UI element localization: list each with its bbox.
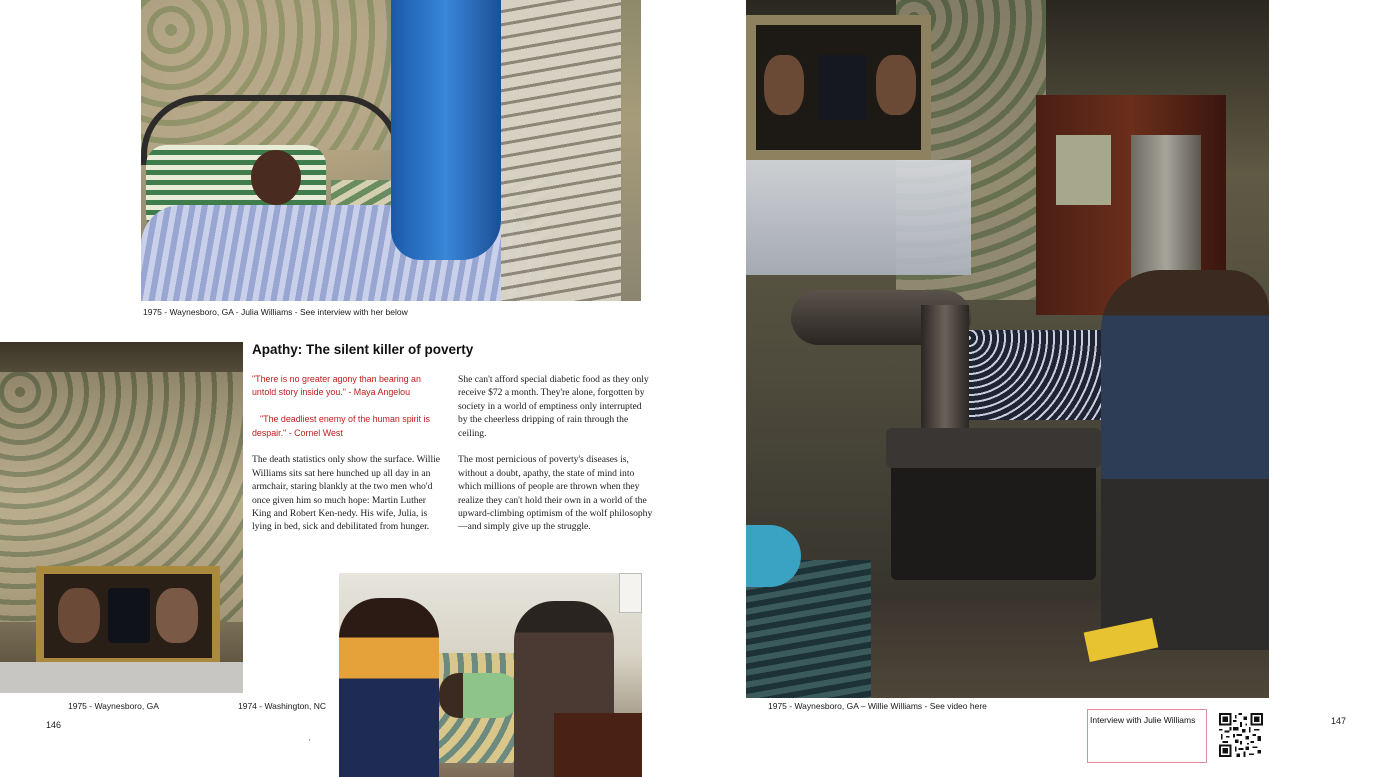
quote-cornel-west: "The deadliest enemy of the human spirit is despair." - Cornel West xyxy=(252,414,430,438)
article-column-left xyxy=(252,373,447,534)
photo-willie-williams-stove xyxy=(746,0,1269,698)
caption-group-photo: 1974 - Washington, NC xyxy=(238,701,327,711)
paragraph-death-statistics: The death statistics only show the surface. Willie Williams sits sat here hunched up all day in an armchair, staring blankly at the two men who'd once given him so much hope: Martin Luther King and Robert Ken-nedy. His wife, Julia, is lying in bed, sick and debilitated from hunger. xyxy=(252,454,441,533)
photo-julia-williams-in-bed xyxy=(141,0,641,301)
interview-link-label[interactable]: Interview with Julie Williams xyxy=(1090,715,1196,725)
interview-link-box[interactable] xyxy=(1087,709,1207,763)
article-column-right xyxy=(458,373,653,534)
quote-maya-angelou: "There is no greater agony than bearing an untold story inside you." - Maya Angelou xyxy=(252,374,421,398)
page-number-right: 147 xyxy=(1331,716,1347,726)
caption-willie-photo: 1975 - Waynesboro, GA – Willie Williams - See video here xyxy=(768,701,987,711)
article-title: Apathy: The silent killer of poverty xyxy=(252,342,474,357)
page-number-left: 146 xyxy=(46,720,62,730)
photo-washington-nc-group xyxy=(339,573,642,777)
caption-wall-photo: 1975 - Waynesboro, GA xyxy=(68,701,159,711)
caption-julia-photo: 1975 - Waynesboro, GA - Julia Williams - See interview with her below xyxy=(143,307,408,317)
qr-code-icon[interactable] xyxy=(1219,713,1263,757)
paragraph-apathy: The most pernicious of poverty's diseases is, without a doubt, apathy, the state of mind into which millions of people are thrown when they realize they can't hold their own in a world of the upward-climbing optimism of the wolf philosophy—and simply give up the struggle. xyxy=(458,454,653,533)
paragraph-diabetic-food: She can't afford special diabetic food as they only receive $72 a month. They're alone, forgotten by society in a world of emptiness only interrupted by the cheerless dripping of rain through the ceiling. xyxy=(458,374,649,439)
gutter-mark: ' xyxy=(309,738,311,747)
photo-waynesboro-wall-frames xyxy=(0,342,243,693)
